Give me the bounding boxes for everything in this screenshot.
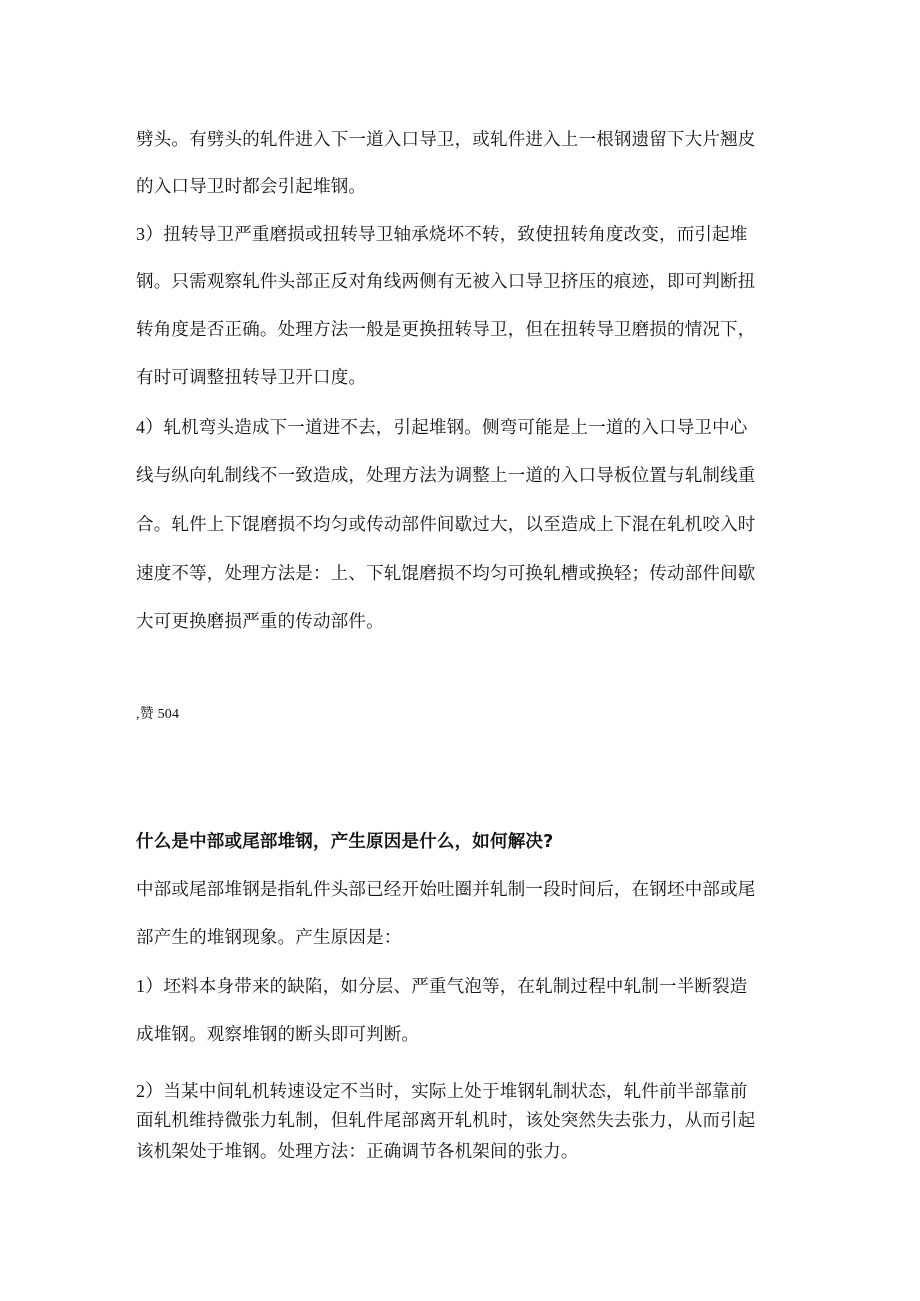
section-item-2-number: 2） bbox=[136, 1081, 164, 1101]
section-item-1-line-2: 成堆钢。观察堆钢的断头即可判断。 bbox=[136, 1025, 420, 1045]
section-intro-line-2: 部产生的堆钢现象。产生原因是： bbox=[136, 928, 402, 948]
item-3-line-2: 钢。只需观察轧件头部正反对角线两侧有无被入口导卫挤压的痕迹，即可判断扭 bbox=[136, 272, 756, 292]
section-item-1-line-1 bbox=[136, 972, 748, 998]
section-item-2-line-1 bbox=[136, 1077, 748, 1103]
section-item-2-line-3: 该机架处于堆钢。处理方法：正确调节各机架间的张力。 bbox=[136, 1142, 579, 1162]
section-item-2-line-2: 面轧机维持微张力轧制，但轧件尾部离开轧机时，该处突然失去张力，从而引起 bbox=[136, 1111, 756, 1131]
item-3-line-3: 转角度是否正确。处理方法一般是更换扭转导卫，但在扭转导卫磨损的情况下， bbox=[136, 320, 756, 340]
paragraph-a-line-2: 的入口导卫时都会引起堆钢。 bbox=[136, 177, 367, 197]
item-3-text: 扭转导卫严重磨损或扭转导卫轴承烧坏不转，致使扭转角度改变，而引起堆 bbox=[163, 225, 748, 245]
item-4-line-4: 速度不等，处理方法是：上、下轧馄磨损不均匀可换轧槽或换轻；传动部件间歇 bbox=[136, 564, 756, 584]
item-4-line-5: 大可更换磨损严重的传动部件。 bbox=[136, 612, 384, 632]
likes-count: ,赞 504 bbox=[136, 707, 180, 722]
paragraph-a-line-1: 劈头。有劈头的轧件进入下一道入口导卫，或轧件进入上一根钢遗留下大片翘皮 bbox=[136, 130, 756, 150]
section-heading: 什么是中部或尾部堆钢，产生原因是什么，如何解决? bbox=[136, 832, 554, 852]
item-4-line-2: 线与纵向轧制线不一致造成，处理方法为调整上一道的入口导板位置与轧制线重 bbox=[136, 466, 756, 486]
section-item-2-text: 当某中间轧机转速设定不当时，实际上处于堆钢轧制状态，轧件前半部靠前 bbox=[163, 1082, 748, 1102]
section-intro-line-1: 中部或尾部堆钢是指轧件头部已经开始吐圈并轧制一段时间后，在钢坯中部或尾 bbox=[136, 880, 756, 900]
item-3-number: 3） bbox=[136, 224, 164, 244]
item-4-line-1 bbox=[136, 413, 748, 439]
item-4-text: 轧机弯头造成下一道进不去，引起堆钢。侧弯可能是上一道的入口导卫中心 bbox=[163, 418, 748, 438]
item-3-line-4: 有时可调整扭转导卫开口度。 bbox=[136, 368, 367, 388]
section-item-1-number: 1） bbox=[136, 976, 164, 996]
item-4-line-3: 合。轧件上下馄磨损不均匀或传动部件间歇过大，以至造成上下混在轧机咬入时 bbox=[136, 515, 756, 535]
item-3-line-1 bbox=[136, 220, 748, 246]
item-4-number: 4） bbox=[136, 417, 164, 437]
section-item-1-text: 坯料本身带来的缺陷，如分层、严重气泡等，在轧制过程中轧制一半断裂造 bbox=[163, 977, 748, 997]
